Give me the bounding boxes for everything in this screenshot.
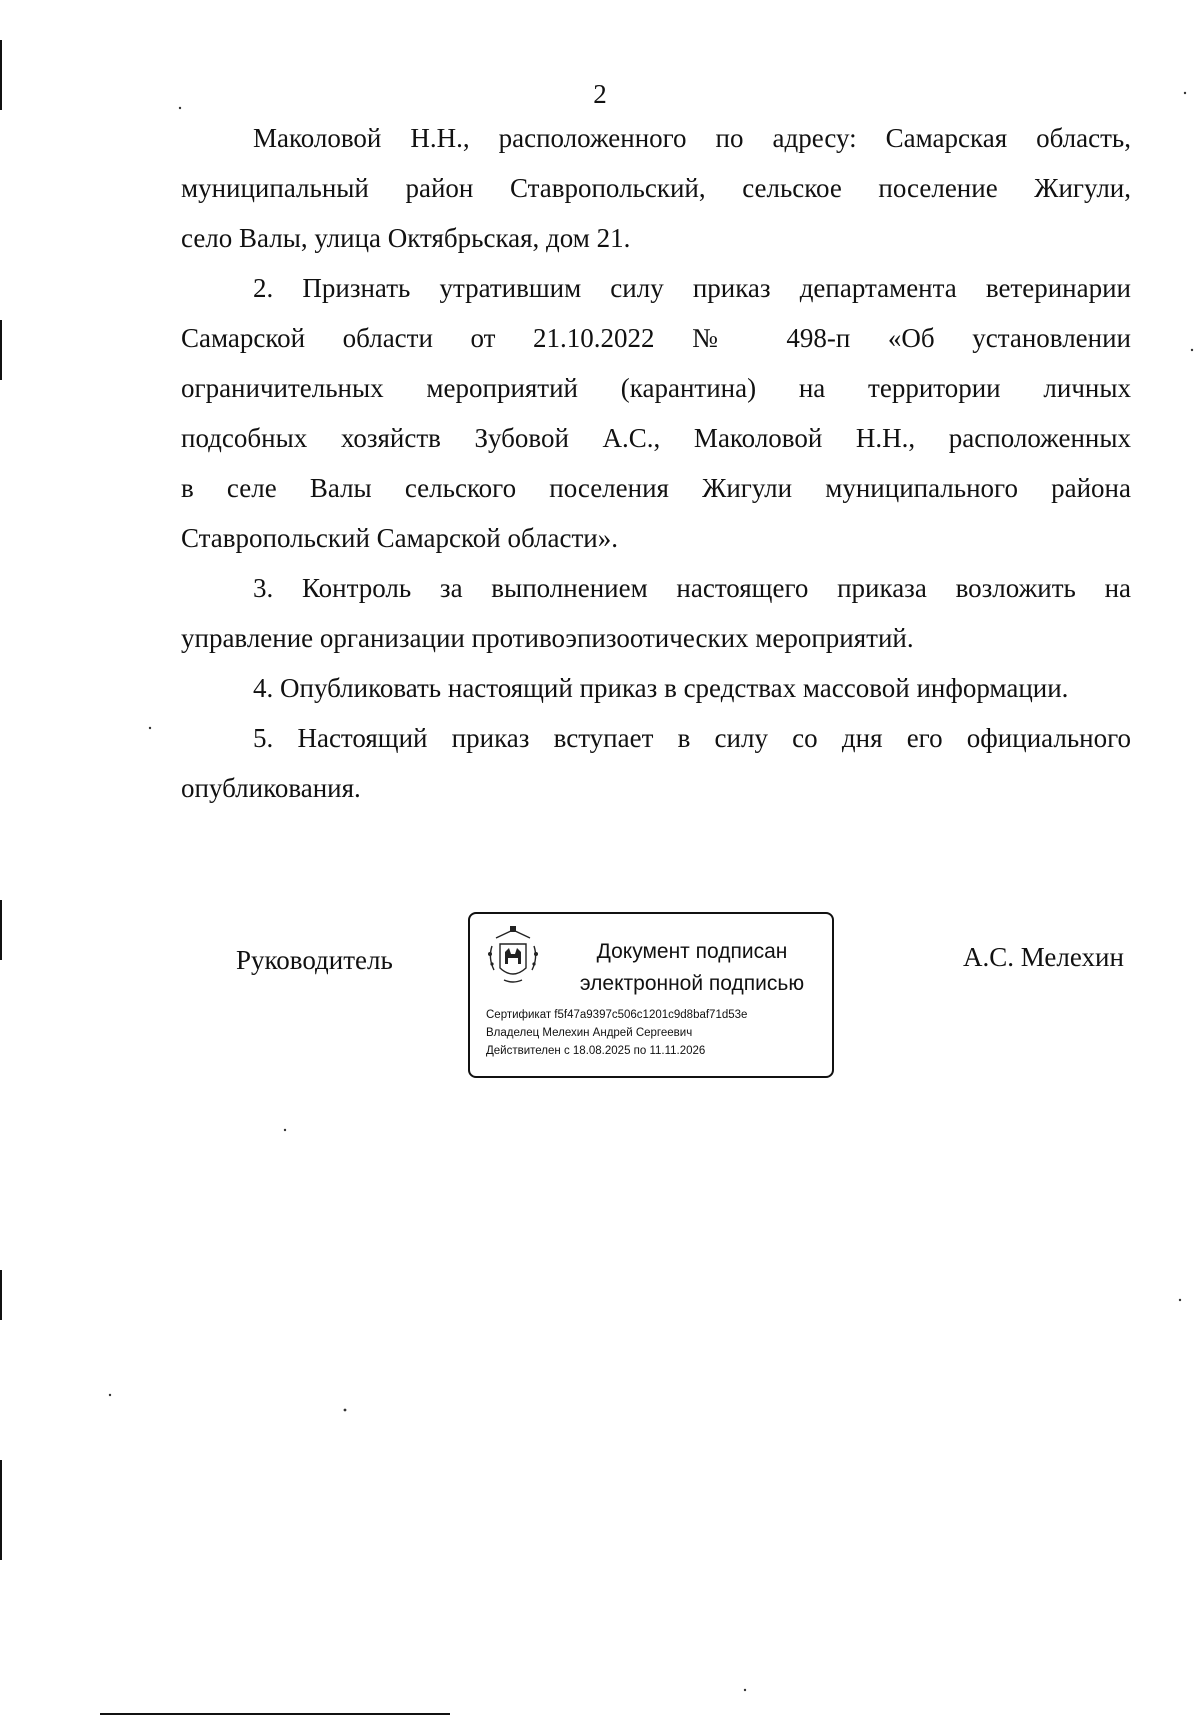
text-line: в селе Валы сельского поселения Жигули муниципального района (181, 473, 1131, 503)
text-line: 2. Признать утратившим силу приказ департамента ветеринарии (253, 273, 1131, 303)
text-line: 5. Настоящий приказ вступает в силу со дня его официального (253, 723, 1131, 753)
text-line: Самарской области от 21.10.2022 № 498-п «Об установлении (181, 323, 1131, 353)
stamp-title-line: электронной подписью (579, 972, 805, 995)
signer-position: Руководитель (236, 945, 393, 975)
certificate-owner: Владелец Мелехин Андрей Сергеевич (486, 1027, 693, 1039)
text-line: подсобных хозяйств Зубовой А.С., Маколовой Н.Н., расположенных (181, 423, 1131, 453)
text-line: управление организации противоэпизоотических мероприятий. (181, 623, 914, 653)
text-line: Маколовой Н.Н., расположенного по адресу: Самарская область, (253, 123, 1131, 153)
document-body (181, 113, 1131, 813)
text-line: 3. Контроль за выполнением настоящего приказа возложить на (253, 573, 1131, 603)
text-line: опубликования. (181, 773, 361, 803)
text-line: село Валы, улица Октябрьская, дом 21. (181, 223, 631, 253)
certificate-number: Сертификат f5f47a9397c506c1201c9d8baf71d53e (486, 1009, 748, 1021)
stamp-title (562, 936, 822, 1000)
text-line: 4. Опубликовать настоящий приказ в средствах массовой информации. (253, 673, 1069, 703)
stamp-details (486, 1006, 747, 1060)
page-number: 2 (593, 79, 607, 109)
electronic-signature-stamp (468, 912, 834, 1078)
text-line: муниципальный район Ставропольский, сельское поселение Жигули, (181, 173, 1131, 203)
coat-of-arms-icon (484, 924, 542, 986)
signer-name: А.С. Мелехин (963, 942, 1124, 972)
certificate-validity: Действителен с 18.08.2025 по 11.11.2026 (486, 1045, 706, 1057)
text-line: ограничительных мероприятий (карантина) на территории личных (181, 373, 1131, 403)
text-line: Ставропольский Самарской области». (181, 523, 618, 553)
stamp-title-line: Документ подписан (596, 940, 788, 963)
